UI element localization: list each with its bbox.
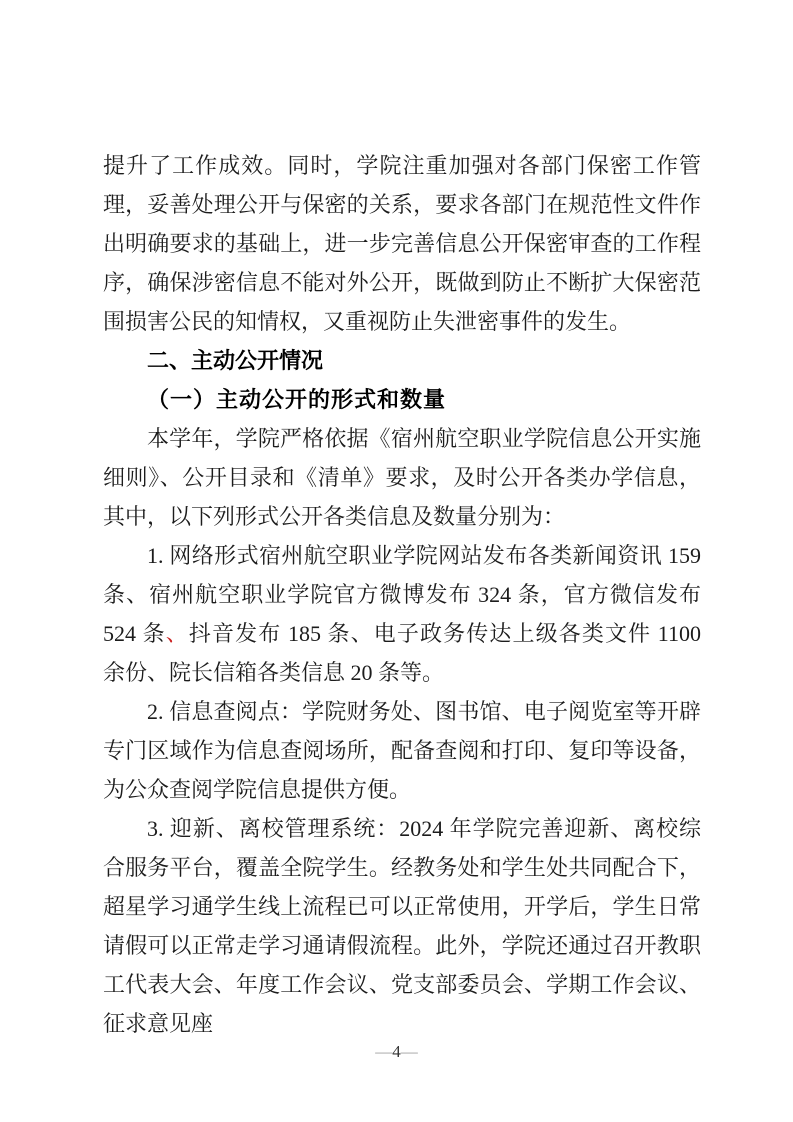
- intro-paragraph: 本学年，学院严格依据《宿州航空职业学院信息公开实施细则》、公开目录和《清单》要求，及时公开各类办学信息，其中，以下列形式公开各类信息及数量分别为：: [103, 426, 701, 529]
- document-body: [103, 146, 701, 1043]
- section-heading: 二、主动公开情况: [147, 348, 324, 373]
- numbered-item-2: 2. 信息查阅点：学院财务处、图书馆、电子阅览室等开辟专门区域作为信息查阅场所，配备查阅和打印、复印等设备，为公众查阅学院信息提供方便。: [103, 699, 701, 802]
- footer-dash-right: —: [400, 1042, 418, 1061]
- page-footer: [0, 1042, 793, 1062]
- continuation-paragraph: 提升了工作成效。同时，学院注重加强对各部门保密工作管理，妥善处理公开与保密的关系，要求各部门在规范性文件作出明确要求的基础上，进一步完善信息公开保密审查的工作程序，确保涉密信息不能对外公开，既做到防止不断扩大保密范围损害公民的知情权，又重视防止失泄密事件的发生。: [103, 153, 701, 334]
- item1-text-after-red: 抖音发布 185 条、电子政务传达上级各类文件 1100 余份、院长信箱各类信息 20 条等。: [103, 621, 701, 685]
- subsection-heading: （一）主动公开的形式和数量: [147, 387, 447, 412]
- footer-dash-left: —: [375, 1042, 393, 1061]
- page-number: 4: [392, 1042, 401, 1061]
- numbered-item-3: 3. 迎新、离校管理系统：2024 年学院完善迎新、离校综合服务平台，覆盖全院学生。经教务处和学生处共同配合下，超星学习通学生线上流程已可以正常使用，开学后，学生日常请假可以正常走学习通请假流程。此外，学院还通过召开教职工代表大会、年度工作会议、党支部委员会、学期工作会议、征求意见座: [103, 816, 701, 1036]
- item1-text-before-red: 1. 网络形式宿州航空职业学院网站发布各类新闻资讯 159 条、宿州航空职业学院官方微博发布 324 条，官方微信发布 524 条: [103, 543, 701, 646]
- item1-red-comma: 、: [165, 621, 189, 646]
- numbered-item-1: [103, 536, 701, 692]
